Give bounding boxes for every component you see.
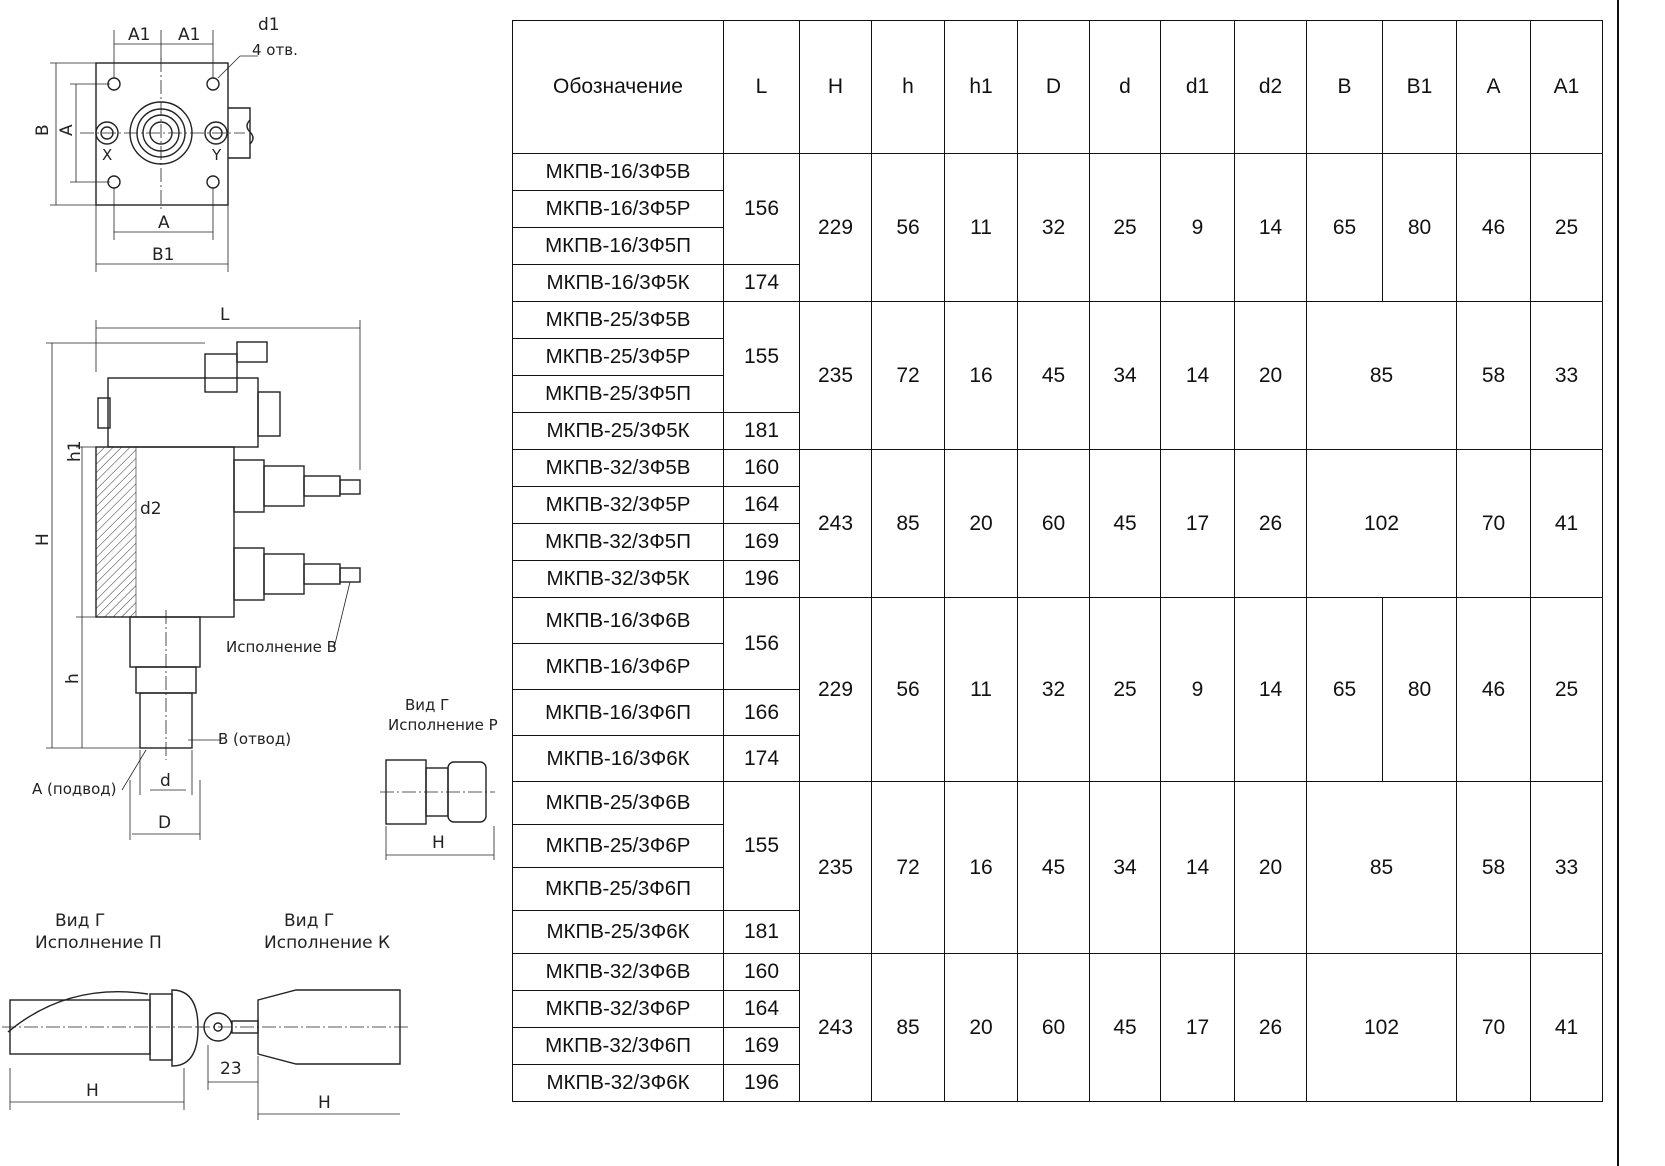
designation-cell: МКПВ-16/3Ф6П xyxy=(513,690,724,736)
dim-cell-b-b1: 102 xyxy=(1307,954,1457,1102)
side-label-l: L xyxy=(220,305,230,325)
length-cell: 160 xyxy=(724,450,800,487)
dim-cell-d2: 14 xyxy=(1235,154,1307,302)
dim-cell-d: 45 xyxy=(1018,782,1090,954)
side-label-h1: h1 xyxy=(65,440,85,462)
length-cell: 156 xyxy=(724,598,800,690)
top-label-b1: B1 xyxy=(152,245,175,265)
header-cell: d2 xyxy=(1235,21,1307,154)
dim-cell-h1: 20 xyxy=(945,954,1018,1102)
dim-cell-d: 60 xyxy=(1018,450,1090,598)
dim-cell-d2: 26 xyxy=(1235,954,1307,1102)
dim-cell-b: 65 xyxy=(1307,598,1383,782)
header-cell: h xyxy=(872,21,945,154)
length-cell: 155 xyxy=(724,302,800,413)
length-cell: 169 xyxy=(724,1028,800,1065)
header-row xyxy=(513,21,1603,154)
designation-cell: МКПВ-25/3Ф5Р xyxy=(513,339,724,376)
dim-cell-h: 235 xyxy=(800,302,872,450)
dim-cell-h: 72 xyxy=(872,782,945,954)
top-label-a1-right: A1 xyxy=(178,25,201,45)
dim-cell-a1: 25 xyxy=(1531,154,1603,302)
dim-cell-h: 243 xyxy=(800,954,872,1102)
dim-cell-d2: 20 xyxy=(1235,302,1307,450)
dim-cell-h: 229 xyxy=(800,598,872,782)
side-label-d: d xyxy=(160,771,171,791)
dim-cell-a: 58 xyxy=(1457,782,1531,954)
view-p-dim: H xyxy=(432,833,445,853)
side-label-H: H xyxy=(33,533,53,546)
dim-cell-h: 72 xyxy=(872,302,945,450)
side-label-h: h xyxy=(63,673,83,684)
dim-cell-d: 45 xyxy=(1090,450,1161,598)
dim-cell-h: 243 xyxy=(800,450,872,598)
dim-cell-d: 25 xyxy=(1090,154,1161,302)
header-cell: Обозначение xyxy=(513,21,724,154)
top-label-x: X xyxy=(102,146,113,164)
dim-cell-d: 34 xyxy=(1090,302,1161,450)
view-n-title-1: Вид Г xyxy=(55,911,106,931)
designation-cell: МКПВ-16/3Ф6В xyxy=(513,598,724,644)
dim-cell-b1: 80 xyxy=(1383,154,1457,302)
top-label-a-horiz: A xyxy=(158,213,170,233)
designation-cell: МКПВ-32/3Ф5П xyxy=(513,524,724,561)
header-cell: d1 xyxy=(1161,21,1235,154)
top-label-a-vert: A xyxy=(57,124,77,136)
designation-cell: МКПВ-32/3Ф6Р xyxy=(513,991,724,1028)
top-label-y: Y xyxy=(212,146,222,164)
dim-cell-b: 65 xyxy=(1307,154,1383,302)
designation-cell: МКПВ-16/3Ф6К xyxy=(513,736,724,782)
dim-cell-h1: 16 xyxy=(945,782,1018,954)
length-cell: 160 xyxy=(724,954,800,991)
designation-cell: МКПВ-25/3Ф5В xyxy=(513,302,724,339)
table-row xyxy=(513,954,1603,991)
dim-cell-d1: 17 xyxy=(1161,450,1235,598)
header-cell: h1 xyxy=(945,21,1018,154)
header-cell: B xyxy=(1307,21,1383,154)
dim-cell-d1: 14 xyxy=(1161,302,1235,450)
length-cell: 164 xyxy=(724,487,800,524)
dim-cell-a1: 33 xyxy=(1531,302,1603,450)
top-label-d1: d1 xyxy=(258,15,280,35)
designation-cell: МКПВ-16/3Ф5Р xyxy=(513,191,724,228)
dim-cell-b-b1: 85 xyxy=(1307,782,1457,954)
length-cell: 196 xyxy=(724,1065,800,1102)
view-k-dim: H xyxy=(318,1093,331,1113)
view-n-dim: H xyxy=(86,1081,99,1101)
dim-cell-a: 70 xyxy=(1457,954,1531,1102)
view-n xyxy=(2,990,205,1110)
designation-cell: МКПВ-32/3Ф6П xyxy=(513,1028,724,1065)
designation-cell: МКПВ-25/3Ф6К xyxy=(513,911,724,954)
view-n-title-2: Исполнение П xyxy=(35,933,162,953)
dim-cell-d: 32 xyxy=(1018,598,1090,782)
dim-cell-a1: 25 xyxy=(1531,598,1603,782)
header-cell: A1 xyxy=(1531,21,1603,154)
table-row xyxy=(513,450,1603,487)
designation-cell: МКПВ-16/3Ф5П xyxy=(513,228,724,265)
dim-cell-b-b1: 85 xyxy=(1307,302,1457,450)
length-cell: 169 xyxy=(724,524,800,561)
dim-cell-d: 60 xyxy=(1018,954,1090,1102)
dim-cell-d: 25 xyxy=(1090,598,1161,782)
view-p-title-2: Исполнение Р xyxy=(388,716,498,734)
header-cell: B1 xyxy=(1383,21,1457,154)
dim-cell-h: 85 xyxy=(872,954,945,1102)
table-row xyxy=(513,154,1603,191)
dim-cell-d2: 14 xyxy=(1235,598,1307,782)
table-row xyxy=(513,782,1603,825)
view-k-title-2: Исполнение К xyxy=(264,933,391,953)
dim-cell-a1: 33 xyxy=(1531,782,1603,954)
side-label-d2: d2 xyxy=(140,499,162,519)
side-label-variant-v: Исполнение В xyxy=(226,638,337,656)
designation-cell: МКПВ-25/3Ф5П xyxy=(513,376,724,413)
dim-cell-a: 46 xyxy=(1457,598,1531,782)
length-cell: 156 xyxy=(724,154,800,265)
designation-cell: МКПВ-25/3Ф6В xyxy=(513,782,724,825)
dim-cell-a1: 41 xyxy=(1531,450,1603,598)
dim-cell-a: 58 xyxy=(1457,302,1531,450)
side-view xyxy=(46,320,360,840)
side-label-inlet: А (подвод) xyxy=(32,780,117,798)
dim-cell-h: 229 xyxy=(800,154,872,302)
length-cell: 181 xyxy=(724,911,800,954)
dim-cell-d1: 14 xyxy=(1161,782,1235,954)
side-label-D: D xyxy=(158,813,172,833)
designation-cell: МКПВ-25/3Ф6Р xyxy=(513,825,724,868)
table-row xyxy=(513,302,1603,339)
designation-cell: МКПВ-32/3Ф5Р xyxy=(513,487,724,524)
view-k-dim-23: 23 xyxy=(220,1059,242,1079)
length-cell: 196 xyxy=(724,561,800,598)
length-cell: 155 xyxy=(724,782,800,911)
side-label-outlet: В (отвод) xyxy=(218,730,292,748)
header-cell: D xyxy=(1018,21,1090,154)
length-cell: 166 xyxy=(724,690,800,736)
designation-cell: МКПВ-16/3Ф6Р xyxy=(513,644,724,690)
dim-cell-d1: 9 xyxy=(1161,598,1235,782)
header-cell: d xyxy=(1090,21,1161,154)
view-k-title-1: Вид Г xyxy=(284,911,335,931)
dim-cell-h1: 16 xyxy=(945,302,1018,450)
dim-cell-d1: 17 xyxy=(1161,954,1235,1102)
top-label-a1-left: A1 xyxy=(128,25,151,45)
top-label-b: B xyxy=(33,124,53,136)
dim-cell-h: 235 xyxy=(800,782,872,954)
dim-cell-h: 56 xyxy=(872,154,945,302)
dim-cell-b1: 80 xyxy=(1383,598,1457,782)
dim-cell-h1: 11 xyxy=(945,598,1018,782)
designation-cell: МКПВ-32/3Ф5В xyxy=(513,450,724,487)
table-row xyxy=(513,598,1603,644)
dim-cell-d: 45 xyxy=(1018,302,1090,450)
top-view xyxy=(50,30,258,272)
dim-cell-b-b1: 102 xyxy=(1307,450,1457,598)
header-cell: L xyxy=(724,21,800,154)
dim-cell-d2: 26 xyxy=(1235,450,1307,598)
designation-cell: МКПВ-25/3Ф5К xyxy=(513,413,724,450)
designation-cell: МКПВ-16/3Ф5В xyxy=(513,154,724,191)
length-cell: 174 xyxy=(724,265,800,302)
dim-cell-d: 32 xyxy=(1018,154,1090,302)
designation-cell: МКПВ-32/3Ф6В xyxy=(513,954,724,991)
page-border xyxy=(1617,0,1619,1166)
length-cell: 174 xyxy=(724,736,800,782)
dim-cell-d: 45 xyxy=(1090,954,1161,1102)
dim-cell-d: 34 xyxy=(1090,782,1161,954)
header-cell: H xyxy=(800,21,872,154)
designation-cell: МКПВ-25/3Ф6П xyxy=(513,868,724,911)
dim-cell-h1: 11 xyxy=(945,154,1018,302)
designation-cell: МКПВ-32/3Ф5К xyxy=(513,561,724,598)
length-cell: 181 xyxy=(724,413,800,450)
spec-table xyxy=(512,20,1603,1102)
designation-cell: МКПВ-16/3Ф5К xyxy=(513,265,724,302)
view-p-title-1: Вид Г xyxy=(405,696,450,714)
technical-drawing xyxy=(0,0,512,1166)
dim-cell-a: 46 xyxy=(1457,154,1531,302)
dim-cell-d2: 20 xyxy=(1235,782,1307,954)
top-label-holes: 4 отв. xyxy=(252,41,298,59)
designation-cell: МКПВ-32/3Ф6К xyxy=(513,1065,724,1102)
dim-cell-h: 85 xyxy=(872,450,945,598)
view-k xyxy=(196,990,410,1120)
dim-cell-a1: 41 xyxy=(1531,954,1603,1102)
dim-cell-h1: 20 xyxy=(945,450,1018,598)
length-cell: 164 xyxy=(724,991,800,1028)
dim-cell-h: 56 xyxy=(872,598,945,782)
dim-cell-d1: 9 xyxy=(1161,154,1235,302)
dim-cell-a: 70 xyxy=(1457,450,1531,598)
header-cell: A xyxy=(1457,21,1531,154)
